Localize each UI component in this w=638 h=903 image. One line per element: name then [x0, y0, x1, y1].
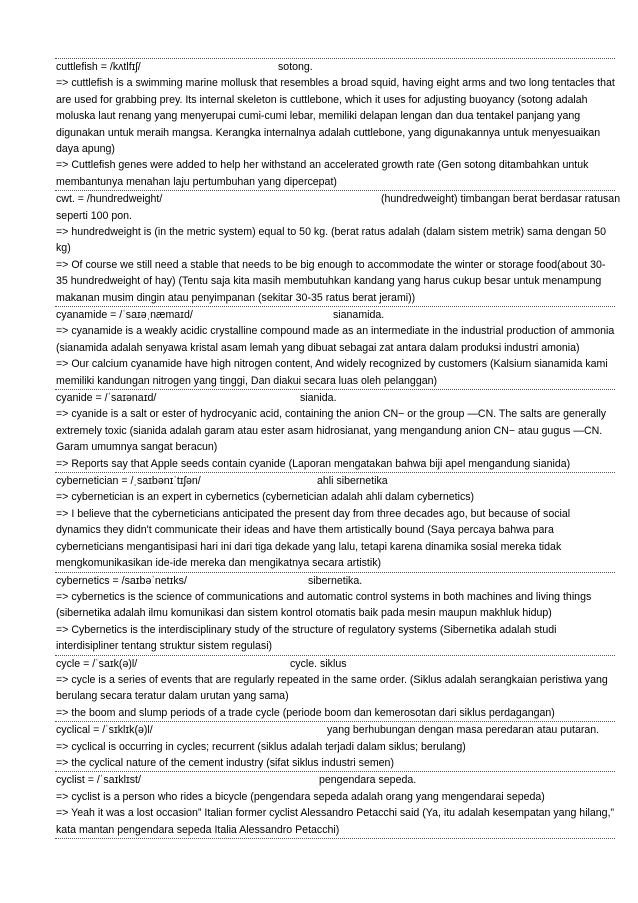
- entry-head: [56, 722, 615, 738]
- entry-cwt: [55, 191, 621, 307]
- entry-line: => cybernetician is an expert in cybernetics (cybernetician adalah ahli dalam cybernetics): [56, 491, 475, 504]
- entry-continuation: seperti 100 pon.: [56, 209, 132, 222]
- entry-head: [56, 59, 615, 75]
- entry-cyclist: [55, 772, 615, 839]
- entry-line: => cyclical is occurring in cycles; recurrent (siklus adalah terjadi dalam siklus; berulang): [56, 740, 466, 753]
- entry-line: => Cuttlefish genes were added to help her withstand an accelerated growth rate (Gen sotong ditambahkan untuk membantunya menahan laju pertumbuhan yang dipercepat): [56, 159, 589, 188]
- entry-term: cyanide = /ˈsaɪənaɪd/: [56, 392, 157, 405]
- entry-cyanamide: [55, 307, 615, 390]
- entry-term: cuttlefish = /kʌtlfɪʃ/: [56, 61, 141, 73]
- entry-translation: cycle. siklus: [290, 657, 347, 670]
- entry-head: [56, 390, 615, 406]
- entry-translation: sianamida.: [333, 309, 385, 322]
- entry-cybernetician: [55, 473, 615, 572]
- entry-term: cwt. = /hundredweight/: [56, 193, 163, 206]
- entry-line: => cyclist is a person who rides a bicycle (pengendara sepeda adalah orang yang mengendarai sepeda): [56, 790, 545, 803]
- entry-head: [56, 656, 615, 672]
- entry-translation: pengendara sepeda.: [319, 774, 417, 787]
- entry-translation: (hundredweight) timbangan berat berdasar ratusan: [381, 193, 621, 206]
- entry-line: => cycle is a series of events that are regularly repeated in the same order. (Siklus adalah serangkaian peristiwa yang berulang secara teratur dalam urutan yang sama): [56, 673, 608, 703]
- entry-head: [56, 473, 615, 489]
- entry-term: cyanamide = /ˈsaɪəˌnæmaɪd/: [56, 309, 193, 322]
- entry-term: cybernetics = /saɪbəˈnetɪks/: [56, 574, 187, 587]
- entry-cycle: [55, 656, 615, 723]
- dictionary-document: [55, 58, 621, 839]
- entry-line: => Reports say that Apple seeds contain cyanide (Laporan mengatakan bahwa biji apel mengandung sianida): [56, 457, 571, 470]
- entry-cyanide: [55, 390, 615, 473]
- entry-line: => I believe that the cyberneticians anticipated the present day from three decades ago, but because of social dynamics they didn't communicate their ideas and have them artistically bound (Saya percaya bahwa para cyberneticians mengantisipasi hari ini dari tiga dekade yang lalu, tetapi karena dinamika sosial mereka tidak mengkomunikasikan ide-ide mereka dan mengikatnya secara artistik): [56, 507, 571, 570]
- entry-head: [56, 573, 615, 589]
- entry-line: => Yeah it was a lost occasion” Italian former cyclist Alessandro Petacchi said (Ya, itu adalah kesempatan yang hilang,” kata mantan pengendara sepeda Italia Alessandro Petacchi): [56, 807, 615, 836]
- entry-term: cycle = /ˈsaɪk(ə)l/: [56, 657, 138, 670]
- entry-line: => hundredweight is (in the metric system) equal to 50 kg. (berat ratus adalah (dalam sistem metrik) sama dengan 50 kg): [56, 226, 606, 255]
- entry-translation: yang berhubungan dengan masa peredaran atau putaran.: [327, 724, 600, 737]
- entry-term: cyclical = /ˈsɪklɪk(ə)l/: [56, 724, 153, 737]
- entry-cybernetics: [55, 573, 615, 656]
- entry-cuttlefish: [55, 58, 615, 191]
- entry-head: [56, 307, 615, 323]
- entry-translation: sibernetika.: [308, 574, 363, 587]
- entry-translation: ahli sibernetika: [317, 475, 388, 488]
- entry-line: => Of course we still need a stable that needs to be big enough to accommodate the winter or storage food(about 30-35 hundredweight of hay) (Tentu saja kita masih membutuhkan kandang yang harus cukup besar untuk menampung makanan musim dingin atau penyimpanan (sekitar 30-35 ratus berat jerami)): [56, 258, 606, 304]
- entry-line: => cuttlefish is a swimming marine mollusk that resembles a broad squid, having eight arms and two long tentacles that are used for grabbing prey. Its internal skeleton is cuttlebone, which it uses for adjusting buoyancy (sotong adalah moluska laut renang yang menyerupai cumi-cumi lebar, memiliki delapan lengan dan dua tentakel panjang yang digunakan untuk meraih mangsa. Kerangka internalnya adalah cuttlebone, yang digunakannya untuk menyesuaikan daya apung): [56, 77, 615, 156]
- entry-head: [56, 191, 621, 207]
- entry-translation: sianida.: [300, 392, 337, 405]
- entry-cyclical: [55, 722, 615, 772]
- entry-line: => Our calcium cyanamide have high nitrogen content, And widely recognized by customers (Kalsium sianamida kami memiliki kandungan nitrogen yang tinggi, Dan diakui secara luas oleh pelanggan): [56, 358, 608, 387]
- entry-line: => the boom and slump periods of a trade cycle (periode boom dan kemerosotan dari siklus perdagangan): [56, 706, 555, 719]
- entry-term: cyclist = /ˈsaɪklɪst/: [56, 774, 141, 787]
- entry-term: cybernetician = /ˌsaɪbənɪˈtɪʃən/: [56, 475, 201, 488]
- entry-line: => Cybernetics is the interdisciplinary study of the structure of regulatory systems (Sibernetika adalah studi interdisipliner tentang struktur sistem regulasi): [56, 623, 557, 653]
- entry-line: => cybernetics is the science of communications and automatic control systems in both machines and living things (sibernetika adalah ilmu komunikasi dan sistem kontrol otomatis baik pada mesin maupun makhluk hidup): [56, 590, 592, 620]
- entry-line: => cyanide is a salt or ester of hydrocyanic acid, containing the anion CN− or the group —CN. The salts are generally extremely toxic (sianida adalah garam atau ester asam hidrosianat, yang mengandung anion CN− atau gugus —CN. Garam umumnya sangat beracun): [56, 408, 607, 454]
- entry-line: => the cyclical nature of the cement industry (sifat siklus industri semen): [56, 756, 394, 769]
- entry-head: [56, 772, 615, 788]
- entry-translation: sotong.: [278, 61, 313, 73]
- entry-line: => cyanamide is a weakly acidic crystalline compound made as an intermediate in the industrial production of ammonia (sianamida adalah senyawa kristal asam lemah yang dibuat sebagai zat antara dalam produksi industri amonia): [56, 325, 615, 354]
